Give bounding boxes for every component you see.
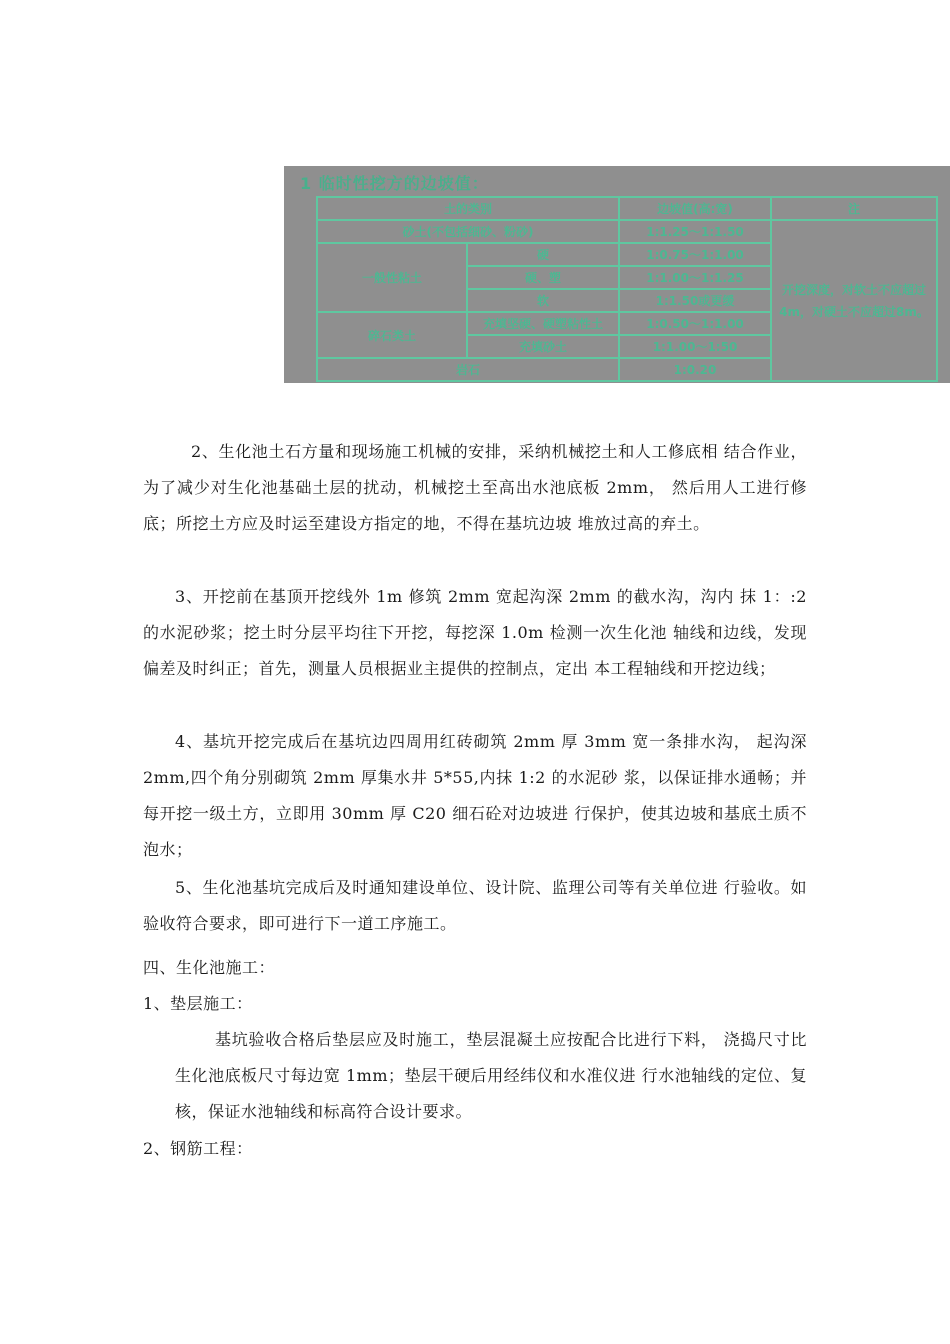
paragraph-cushion: 基坑验收合格后垫层应及时施工，垫层混凝土应按配合比进行下料， 浇捣尺寸比生化池底板尺寸每边宽 1mm；垫层干硬后用经纬仪和水准仪进 行水池轴线的定位、复核，保证水池轴线和标高符合设计要求。 bbox=[175, 1030, 807, 1121]
cell-cohesive-soft-value: 1:1.50或更缓 bbox=[619, 289, 771, 312]
cell-note: 开挖深度，对软土不应超过4m，对硬土不应超过8m。 bbox=[771, 220, 937, 381]
cell-cohesive-plastic-value: 1:1.00～1:1.25 bbox=[619, 266, 771, 289]
header-note: 注 bbox=[771, 197, 937, 220]
cell-gravel-clay: 充填坚硬、硬塑粘性土 bbox=[467, 312, 619, 335]
cell-cohesive-hard: 硬 bbox=[467, 243, 619, 266]
slope-table-image bbox=[284, 166, 950, 383]
cell-cohesive-hard-value: 1:0.75～1:1.00 bbox=[619, 243, 771, 266]
paragraph-5: 5、生化池基坑完成后及时通知建设单位、设计院、监理公司等有关单位进 行验收。如验收符合要求，即可进行下一道工序施工。 bbox=[143, 878, 807, 933]
cell-rock: 岩石 bbox=[317, 358, 619, 381]
header-soil-type: 土的类别 bbox=[317, 197, 619, 220]
subheading-rebar: 2、钢筋工程： bbox=[143, 1139, 253, 1158]
cell-cohesive-soft: 软 bbox=[467, 289, 619, 312]
cell-rock-value: 1:0.20 bbox=[619, 358, 771, 381]
subheading-cushion: 1、垫层施工： bbox=[143, 994, 253, 1013]
cell-gravel: 碎石类土 bbox=[317, 312, 467, 358]
paragraph-2: 2、生化池土石方量和现场施工机械的安排，采纳机械挖土和人工修底相 结合作业，为了减少对生化池基础土层的扰动，机械挖土至高出水池底板 2mm， 然后用人工进行修底；所挖土方应及时运至建设方指定的地，不得在基坑边坡 堆放过高的弃土。 bbox=[143, 442, 807, 533]
table-row bbox=[317, 220, 937, 243]
cell-cohesive: 一般性粘土 bbox=[317, 243, 467, 312]
paragraph-3: 3、开挖前在基顶开挖线外 1m 修筑 2mm 宽起沟深 2mm 的截水沟，沟内 抹 1：:2 的水泥砂浆；挖土时分层平均往下开挖，每挖深 1.0m 检测一次生化池 轴线和边线，发现偏差及时纠正；首先，测量人员根据业主提供的控制点，定出 本工程轴线和开挖边线； bbox=[143, 587, 807, 678]
cell-gravel-clay-value: 1:0.50～1:1.00 bbox=[619, 312, 771, 335]
header-slope-value: 边坡值(高:宽) bbox=[619, 197, 771, 220]
cell-cohesive-plastic: 硬、塑 bbox=[467, 266, 619, 289]
table-header-row bbox=[317, 197, 937, 220]
cell-sand-value: 1:1.25～1:1.50 bbox=[619, 220, 771, 243]
section-heading-4: 四、生化池施工： bbox=[143, 958, 276, 977]
cell-gravel-sand: 充填砂土 bbox=[467, 335, 619, 358]
slope-value-table bbox=[316, 196, 938, 382]
paragraph-4: 4、基坑开挖完成后在基坑边四周用红砖砌筑 2mm 厚 3mm 宽一条排水沟， 起沟深 2mm,四个角分别砌筑 2mm 厚集水井 5*55,内抹 1:2 的水泥砂 浆，以保证排水通畅；并每开挖一级土方，立即用 30mm 厚 C20 细石砼对边坡进 行保护，使其边坡和基底土质不泡水； bbox=[143, 732, 807, 859]
table-image-title: 1 临时性挖方的边坡值： bbox=[300, 174, 489, 193]
cell-gravel-sand-value: 1:1.00～1:50 bbox=[619, 335, 771, 358]
cell-sand: 砂土(不包括细砂、粉砂) bbox=[317, 220, 619, 243]
